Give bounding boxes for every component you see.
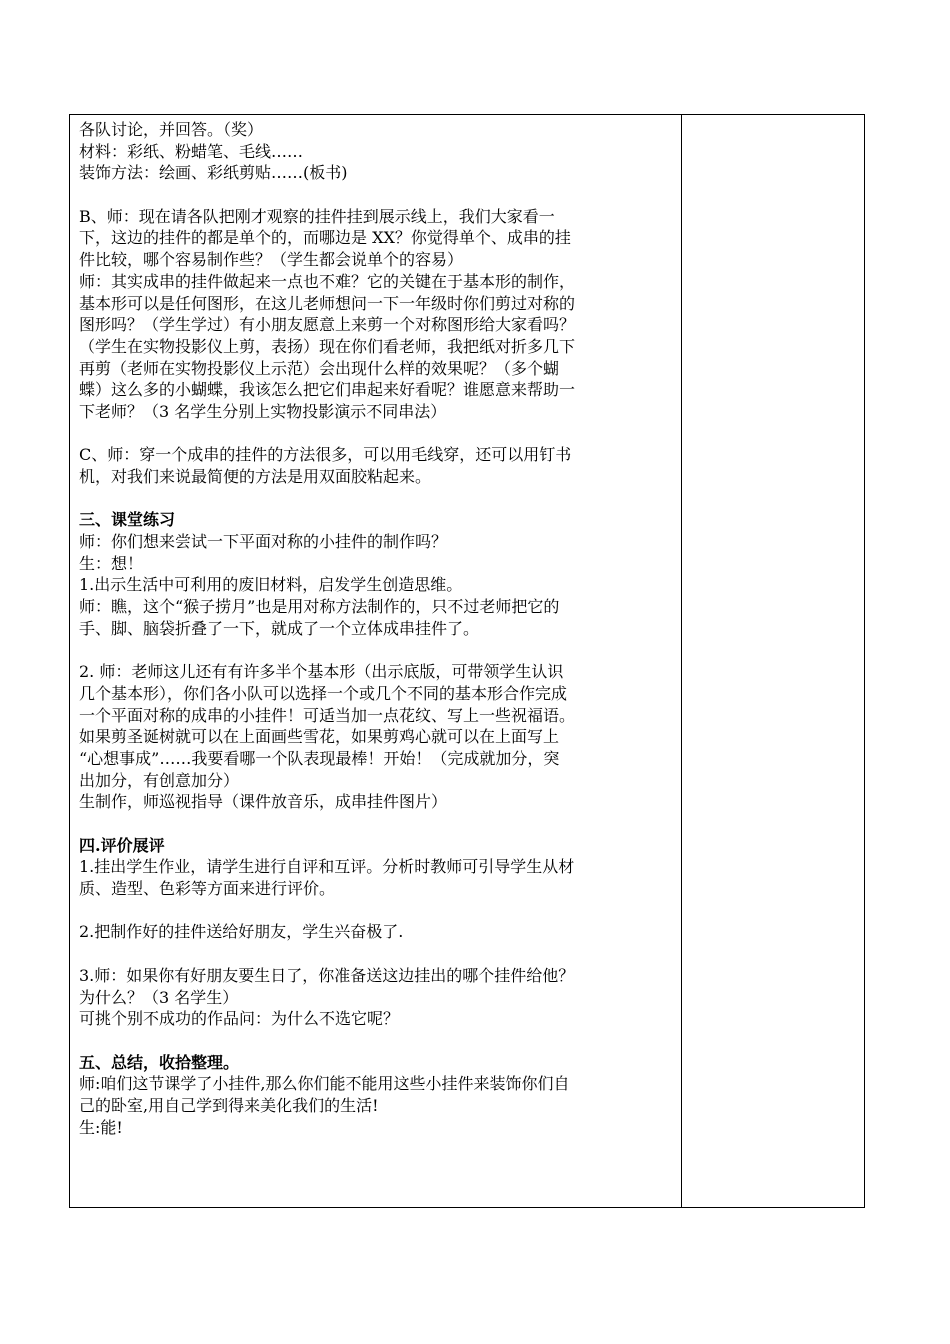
text-line: 机，对我们来说最简便的方法是用双面胶粘起来。: [79, 467, 432, 486]
text-line: 各队讨论，并回答。（奖）: [79, 120, 264, 139]
text-line: 一个平面对称的成串的小挂件！可适当加一点花纹、写上一些祝福语。: [79, 705, 576, 725]
blank-line: [79, 943, 675, 965]
text-line: 师：你们想来尝试一下平面对称的小挂件的制作吗？: [79, 532, 448, 552]
text-line: B、师：现在请各队把刚才观察的挂件挂到展示线上，我们大家看一: [79, 206, 555, 226]
text-line: C、师：穿一个成串的挂件的方法很多，可以用毛线穿，还可以用钉书: [79, 445, 572, 465]
text-line: 材料：彩纸、粉蜡笔、毛线……: [79, 141, 304, 161]
section-heading: 四.评价展评: [79, 835, 165, 855]
text-line: “心想事成”……我要看哪一个队表现最棒！开始！（完成就加分，突: [79, 748, 560, 768]
lesson-table: [69, 114, 865, 1208]
text-line: 师:咱们这节课学了小挂件,那么你们能不能用这些小挂件来装饰你们自: [79, 1074, 570, 1094]
text-line: 生:能!: [79, 1117, 123, 1137]
text-line: 生：想！: [79, 553, 144, 573]
blank-line: [79, 640, 675, 662]
text-line: 师：其实成串的挂件做起来一点也不难？它的关键在于基本形的制作，: [79, 271, 576, 291]
text-line: 2.把制作好的挂件送给好朋友，学生兴奋极了.: [79, 922, 404, 942]
text-line: 件比较，哪个容易制作些？（学生都会说单个的容易）: [79, 250, 464, 270]
text-line: 1.挂出学生作业，请学生进行自评和互评。分析时教师可引导学生从材: [79, 857, 575, 877]
blank-line: [79, 900, 675, 922]
text-line: （学生在实物投影仪上剪，表扬）现在你们看老师，我把纸对折多几下: [79, 336, 576, 356]
blank-line: [79, 1030, 675, 1052]
text-line: 手、脚、脑袋折叠了一下，就成了一个立体成串挂件了。: [79, 618, 480, 638]
lesson-content-cell: [70, 115, 682, 1207]
text-line: 装饰方法：绘画、彩纸剪贴……(板书): [79, 163, 348, 183]
blank-line: [79, 813, 675, 835]
blank-line: [79, 488, 675, 510]
text-line: 再剪（老师在实物投影仪上示范）会出现什么样的效果呢？（多个蝴: [79, 358, 560, 378]
text-line: 下老师？（3 名学生分别上实物投影演示不同串法）: [79, 401, 447, 421]
text-line: 出加分，有创意加分）: [79, 770, 240, 790]
text-line: 己的卧室,用自己学到得来美化我们的生活!: [79, 1095, 379, 1115]
text-line: 3.师：如果你有好朋友要生日了，你准备送这边挂出的哪个挂件给他？: [79, 965, 575, 985]
text-line: 几个基本形），你们各小队可以选择一个或几个不同的基本形合作完成: [79, 683, 568, 703]
text-line: 基本形可以是任何图形，在这儿老师想问一下一年级时你们剪过对称的: [79, 293, 576, 313]
text-line: 图形吗？（学生学过）有小朋友愿意上来剪一个对称图形给大家看吗？: [79, 315, 576, 335]
section-heading: 三、课堂练习: [79, 510, 176, 530]
text-line: 下，这边的挂件的都是单个的，而哪边是 XX？你觉得单个、成串的挂: [79, 228, 571, 248]
text-line: 师：瞧，这个“猴子捞月”也是用对称方法制作的，只不过老师把它的: [79, 597, 560, 617]
text-line: 质、造型、色彩等方面来进行评价。: [79, 879, 336, 899]
text-line: 1.出示生活中可利用的废旧材料，启发学生创造思维。: [79, 575, 463, 595]
section-heading: 五、总结，收拾整理。: [79, 1052, 240, 1072]
text-line: 蝶）这么多的小蝴蝶，我该怎么把它们串起来好看呢？谁愿意来帮助一: [79, 380, 576, 400]
text-line: 为什么？（3 名学生）: [79, 987, 239, 1007]
blank-line: [79, 423, 675, 445]
text-line: 可挑个别不成功的作品问：为什么不选它呢？: [79, 1009, 400, 1029]
text-line: 2. 师：老师这儿还有有许多半个基本形（出示底版，可带领学生认识: [79, 662, 564, 682]
text-line: 如果剪圣诞树就可以在上面画些雪花，如果剪鸡心就可以在上面写上: [79, 727, 560, 747]
notes-cell: [682, 115, 864, 1207]
text-line: 生制作，师巡视指导（课件放音乐，成串挂件图片）: [79, 792, 448, 812]
blank-line: [79, 184, 675, 206]
